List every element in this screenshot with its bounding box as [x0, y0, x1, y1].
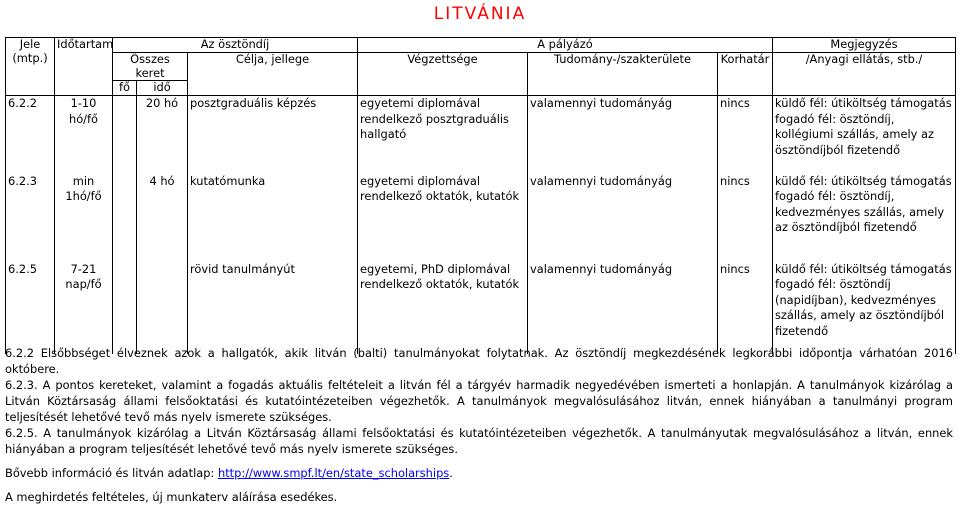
- row-notes: küldő fél: útiköltség támogatás fogadó fél: ösztöndíj (napidíjban), kedvezményes szállás, amely az ösztöndíjból fizetendő: [773, 262, 956, 354]
- footer-note: A meghirdetés feltételes, új munkaterv aláírása esedékes.: [5, 490, 338, 504]
- info-text: Bővebb információ és litván adatlap:: [5, 466, 215, 480]
- row-duration: min 1hó/fő: [55, 174, 113, 262]
- note-ref: 6.2.3.: [5, 378, 38, 392]
- header-purpose: Célja, jellege: [188, 53, 358, 96]
- header-quota-persons: fő: [113, 81, 137, 96]
- info-line: [5, 465, 953, 481]
- header-ref: Jele (mtp.): [6, 38, 55, 96]
- row-notes: küldő fél: útiköltség támogatás fogadó fél: ösztöndíj, kedvezményes szállás, amely az ösztöndíjból fizetendő: [773, 174, 956, 262]
- row-purpose: kutatómunka: [188, 174, 358, 262]
- row-age: nincs: [718, 262, 773, 354]
- row-field: valamennyi tudományág: [528, 262, 718, 354]
- scholarship-table: [5, 37, 956, 354]
- row-age: nincs: [718, 96, 773, 174]
- row-persons: [113, 262, 137, 354]
- row-ref: 6.2.2: [6, 96, 55, 174]
- row-education: egyetemi diplomával rendelkező oktatók, kutatók: [358, 174, 528, 262]
- row-age: nincs: [718, 174, 773, 262]
- row-time: [137, 262, 188, 354]
- row-ref: 6.2.3: [6, 174, 55, 262]
- row-field: valamennyi tudományág: [528, 96, 718, 174]
- header-education: Végzettsége: [358, 53, 528, 96]
- note-6-2-3: [5, 377, 953, 425]
- note-6-2-5: [5, 425, 953, 457]
- row-education: egyetemi, PhD diplomával rendelkező oktatók, kutatók: [358, 262, 528, 354]
- note-text: A tanulmányok kizárólag a Litván Köztársaság állami felsőoktatási és kutatóintézeteiben végezhetők. A tanulmányutak megvalósulásához a litván, ennek hiányában a program teljesítését lehetővé tevő más nyelv ismerete szükséges.: [5, 426, 953, 456]
- header-group-notes: Megjegyzés: [773, 38, 956, 53]
- row-duration: 1-10 hó/fő: [55, 96, 113, 174]
- info-link[interactable]: http://www.smpf.lt/en/state_scholarships: [217, 466, 450, 480]
- header-group-application: A pályázó: [358, 38, 773, 53]
- row-purpose: posztgraduális képzés: [188, 96, 358, 174]
- header-field: Tudomány-/szakterülete: [528, 53, 718, 96]
- header-total-quota: Összes keret: [113, 53, 188, 81]
- row-duration: 7-21 nap/fő: [55, 262, 113, 354]
- note-text: Elsőbbséget élveznek azok a hallgatók, akik litván (balti) tanulmányokat folytatnak. Az ösztöndíj megkezdésének legkorábbi időpontja várhatóan 2016 októbere.: [5, 346, 954, 376]
- row-time: 20 hó: [137, 96, 188, 174]
- row-field: valamennyi tudományág: [528, 174, 718, 262]
- header-group-scholarship: Az ösztöndíj: [113, 38, 358, 53]
- row-persons: [113, 96, 137, 174]
- info-end: .: [449, 466, 453, 480]
- header-duration: Időtartam: [55, 38, 113, 96]
- table-row: [6, 262, 956, 354]
- row-education: egyetemi diplomával rendelkező posztgraduális hallgató: [358, 96, 528, 174]
- row-notes: küldő fél: útiköltség támogatás fogadó fél: ösztöndíj, kollégiumi szállás, amely az ösztöndíjból fizetendő: [773, 96, 956, 174]
- page-title: LITVÁNIA: [433, 4, 527, 24]
- note-text: A pontos kereteket, valamint a fogadás aktuális feltételeit a litván fél a tárgyév harmadik negyedévében ismerteti a honlapján. A tanulmányok kizárólag a Litván Köztársaság állami felsőoktatási és kutatóintézeteiben végezhetők. A tanulmányok megvalósulásához litván, ennek hiányában a tanulmányi program teljesítését lehetővé tevő más nyelv ismerete szükséges.: [5, 378, 953, 424]
- header-quota-time: idő: [137, 81, 188, 96]
- row-time: 4 hó: [137, 174, 188, 262]
- table-row: [6, 96, 956, 174]
- header-notes-sub: /Anyagi ellátás, stb./: [773, 53, 956, 96]
- row-purpose: rövid tanulmányút: [188, 262, 358, 354]
- row-persons: [113, 174, 137, 262]
- header-age-limit: Korhatár: [718, 53, 773, 96]
- row-ref: 6.2.5: [6, 262, 55, 354]
- note-ref: 6.2.2: [5, 346, 34, 360]
- note-6-2-2: [5, 345, 953, 377]
- note-ref: 6.2.5.: [5, 426, 38, 440]
- notes-section: [5, 345, 953, 505]
- table-row: [6, 174, 956, 262]
